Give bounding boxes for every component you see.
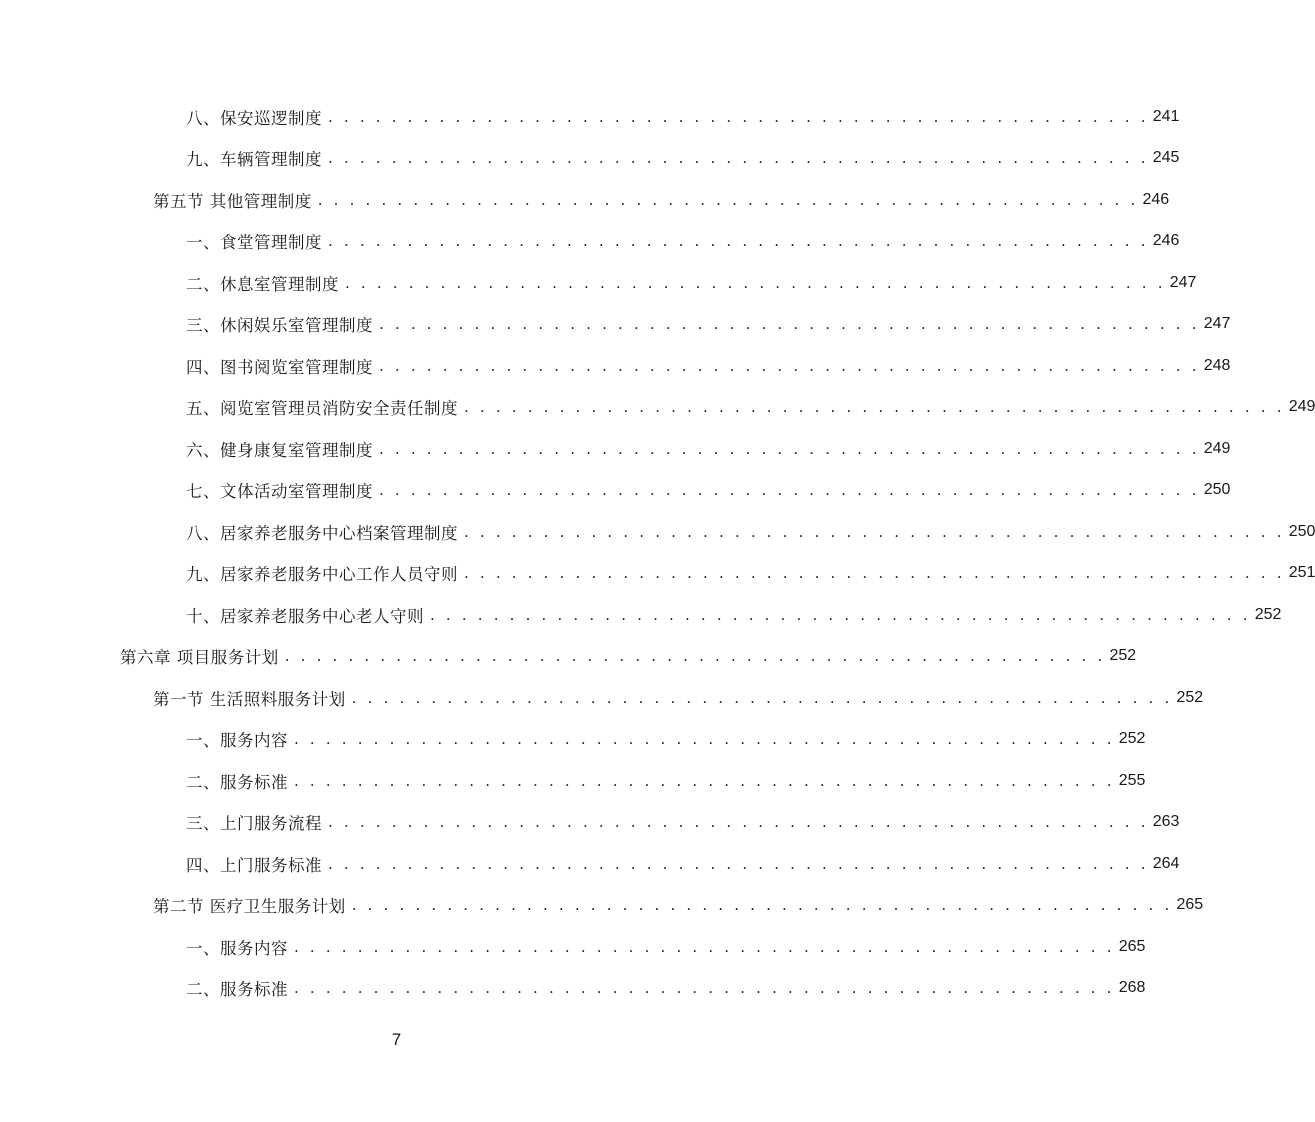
table-of-contents bbox=[0, 96, 1315, 1009]
toc-entry-title: 五、阅览室管理员消防安全责任制度 bbox=[186, 399, 458, 419]
toc-entry-title: 第二节 医疗卫生服务计划 bbox=[153, 897, 346, 917]
toc-entry-title: 六、健身康复室管理制度 bbox=[186, 440, 373, 460]
toc-entry-page: 246 bbox=[1152, 232, 1180, 250]
toc-entry-title: 三、上门服务流程 bbox=[186, 814, 322, 834]
toc-entry[interactable] bbox=[0, 96, 1180, 138]
toc-entry-page: 265 bbox=[1118, 937, 1146, 955]
toc-entry[interactable] bbox=[0, 221, 1180, 263]
toc-entry-title: 八、居家养老服务中心档案管理制度 bbox=[186, 523, 458, 543]
toc-entry-title: 八、保安巡逻制度 bbox=[186, 108, 322, 128]
toc-dot-leader: . . . . . . . . . . . . . . . . . . . . . . . . . . . . . . . . . . . . . . . . . . . . . . . . . . . . bbox=[464, 398, 1285, 417]
toc-entry[interactable] bbox=[0, 511, 1315, 553]
toc-entry-page: 246 bbox=[1142, 190, 1170, 208]
toc-dot-leader: . . . . . . . . . . . . . . . . . . . . . . . . . . . . . . . . . . . . . . . . . . . . . . . . . . . . bbox=[351, 688, 1173, 707]
toc-entry-page: 245 bbox=[1152, 149, 1180, 167]
toc-entry[interactable] bbox=[0, 387, 1315, 429]
toc-dot-leader: . . . . . . . . . . . . . . . . . . . . . . . . . . . . . . . . . . . . . . . . . . . . . . . . . . . . bbox=[328, 813, 1149, 832]
toc-entry-title: 三、休闲娱乐室管理制度 bbox=[186, 316, 373, 336]
toc-dot-leader: . . . . . . . . . . . . . . . . . . . . . . . . . . . . . . . . . . . . . . . . . . . . . . . . . . . . bbox=[379, 315, 1200, 334]
toc-entry-title: 二、休息室管理制度 bbox=[186, 274, 339, 294]
toc-entry-title: 九、居家养老服务中心工作人员守则 bbox=[186, 565, 458, 585]
toc-dot-leader: . . . . . . . . . . . . . . . . . . . . . . . . . . . . . . . . . . . . . . . . . . . . . . . . . . . . bbox=[379, 439, 1200, 458]
toc-entry-title: 第五节 其他管理制度 bbox=[153, 191, 312, 211]
toc-entry-title: 二、服务标准 bbox=[186, 772, 288, 792]
toc-entry-page: 250 bbox=[1288, 522, 1315, 540]
toc-entry-page: 264 bbox=[1152, 854, 1180, 872]
toc-dot-leader: . . . . . . . . . . . . . . . . . . . . . . . . . . . . . . . . . . . . . . . . . . . . . . . . . . . . bbox=[328, 854, 1149, 873]
toc-entry[interactable] bbox=[0, 138, 1180, 180]
toc-entry-title: 一、服务内容 bbox=[186, 938, 288, 958]
toc-dot-leader: . . . . . . . . . . . . . . . . . . . . . . . . . . . . . . . . . . . . . . . . . . . . . . . . . . . . bbox=[328, 232, 1149, 251]
toc-entry-page: 252 bbox=[1118, 730, 1146, 748]
toc-entry[interactable] bbox=[0, 553, 1315, 595]
toc-entry[interactable] bbox=[0, 760, 1146, 802]
toc-entry-page: 265 bbox=[1176, 896, 1204, 914]
toc-entry-title: 二、服务标准 bbox=[186, 980, 288, 1000]
toc-dot-leader: . . . . . . . . . . . . . . . . . . . . . . . . . . . . . . . . . . . . . . . . . . . . . . . . . . . . bbox=[284, 647, 1106, 666]
toc-dot-leader: . . . . . . . . . . . . . . . . . . . . . . . . . . . . . . . . . . . . . . . . . . . . . . . . . . . . bbox=[351, 896, 1173, 915]
toc-entry-page: 248 bbox=[1203, 356, 1231, 374]
toc-entry-title: 一、食堂管理制度 bbox=[186, 233, 322, 253]
toc-dot-leader: . . . . . . . . . . . . . . . . . . . . . . . . . . . . . . . . . . . . . . . . . . . . . . . . . . . . bbox=[328, 149, 1149, 168]
toc-dot-leader: . . . . . . . . . . . . . . . . . . . . . . . . . . . . . . . . . . . . . . . . . . . . . . . . . . . . bbox=[379, 481, 1200, 500]
toc-entry[interactable] bbox=[0, 968, 1146, 1010]
toc-entry-page: 247 bbox=[1203, 315, 1231, 333]
toc-entry-page: 251 bbox=[1288, 564, 1315, 582]
toc-entry-page: 263 bbox=[1152, 813, 1180, 831]
toc-dot-leader: . . . . . . . . . . . . . . . . . . . . . . . . . . . . . . . . . . . . . . . . . . . . . . . . . . . . bbox=[294, 771, 1115, 790]
toc-entry[interactable] bbox=[0, 470, 1231, 512]
toc-entry[interactable] bbox=[0, 636, 1137, 678]
toc-entry[interactable] bbox=[0, 262, 1197, 304]
toc-entry-page: 247 bbox=[1169, 273, 1197, 291]
toc-entry-title: 九、车辆管理制度 bbox=[186, 150, 322, 170]
toc-entry[interactable] bbox=[0, 885, 1204, 927]
toc-dot-leader: . . . . . . . . . . . . . . . . . . . . . . . . . . . . . . . . . . . . . . . . . . . . . . . . . . . . bbox=[294, 730, 1115, 749]
toc-entry-title: 四、上门服务标准 bbox=[186, 855, 322, 875]
toc-entry-page: 255 bbox=[1118, 771, 1146, 789]
toc-entry[interactable] bbox=[0, 179, 1170, 221]
toc-entry[interactable] bbox=[0, 304, 1231, 346]
toc-entry-title: 第一节 生活照料服务计划 bbox=[153, 689, 346, 709]
toc-entry-title: 七、文体活动室管理制度 bbox=[186, 482, 373, 502]
toc-entry-title: 四、图书阅览室管理制度 bbox=[186, 357, 373, 377]
toc-entry-page: 250 bbox=[1203, 481, 1231, 499]
toc-entry-page: 268 bbox=[1118, 979, 1146, 997]
toc-entry-page: 252 bbox=[1176, 688, 1204, 706]
toc-dot-leader: . . . . . . . . . . . . . . . . . . . . . . . . . . . . . . . . . . . . . . . . . . . . . . . . . . . . bbox=[294, 937, 1115, 956]
toc-entry[interactable] bbox=[0, 802, 1180, 844]
toc-entry-page: 249 bbox=[1288, 398, 1315, 416]
toc-entry-page: 249 bbox=[1203, 439, 1231, 457]
toc-entry[interactable] bbox=[0, 677, 1204, 719]
toc-dot-leader: . . . . . . . . . . . . . . . . . . . . . . . . . . . . . . . . . . . . . . . . . . . . . . . . . . . . bbox=[328, 107, 1149, 126]
toc-dot-leader: . . . . . . . . . . . . . . . . . . . . . . . . . . . . . . . . . . . . . . . . . . . . . . . . . . . . bbox=[317, 190, 1139, 209]
toc-entry-page: 241 bbox=[1152, 107, 1180, 125]
page-number: 7 bbox=[391, 1030, 402, 1049]
toc-dot-leader: . . . . . . . . . . . . . . . . . . . . . . . . . . . . . . . . . . . . . . . . . . . . . . . . . . . . bbox=[464, 522, 1285, 541]
toc-entry-title: 一、服务内容 bbox=[186, 731, 288, 751]
toc-entry[interactable] bbox=[0, 843, 1180, 885]
toc-dot-leader: . . . . . . . . . . . . . . . . . . . . . . . . . . . . . . . . . . . . . . . . . . . . . . . . . . . . bbox=[294, 979, 1115, 998]
toc-dot-leader: . . . . . . . . . . . . . . . . . . . . . . . . . . . . . . . . . . . . . . . . . . . . . . . . . . . . bbox=[430, 605, 1251, 624]
toc-dot-leader: . . . . . . . . . . . . . . . . . . . . . . . . . . . . . . . . . . . . . . . . . . . . . . . . . . . . bbox=[345, 273, 1166, 292]
toc-entry-page: 252 bbox=[1254, 605, 1282, 623]
toc-entry-title: 十、居家养老服务中心老人守则 bbox=[186, 606, 424, 626]
toc-entry[interactable] bbox=[0, 594, 1282, 636]
toc-entry[interactable] bbox=[0, 926, 1146, 968]
toc-entry[interactable] bbox=[0, 719, 1146, 761]
toc-dot-leader: . . . . . . . . . . . . . . . . . . . . . . . . . . . . . . . . . . . . . . . . . . . . . . . . . . . . bbox=[464, 564, 1285, 583]
toc-entry[interactable] bbox=[0, 345, 1231, 387]
toc-entry-page: 252 bbox=[1109, 647, 1137, 665]
toc-entry[interactable] bbox=[0, 428, 1231, 470]
toc-dot-leader: . . . . . . . . . . . . . . . . . . . . . . . . . . . . . . . . . . . . . . . . . . . . . . . . . . . . bbox=[379, 356, 1200, 375]
toc-entry-title: 第六章 项目服务计划 bbox=[120, 648, 279, 668]
